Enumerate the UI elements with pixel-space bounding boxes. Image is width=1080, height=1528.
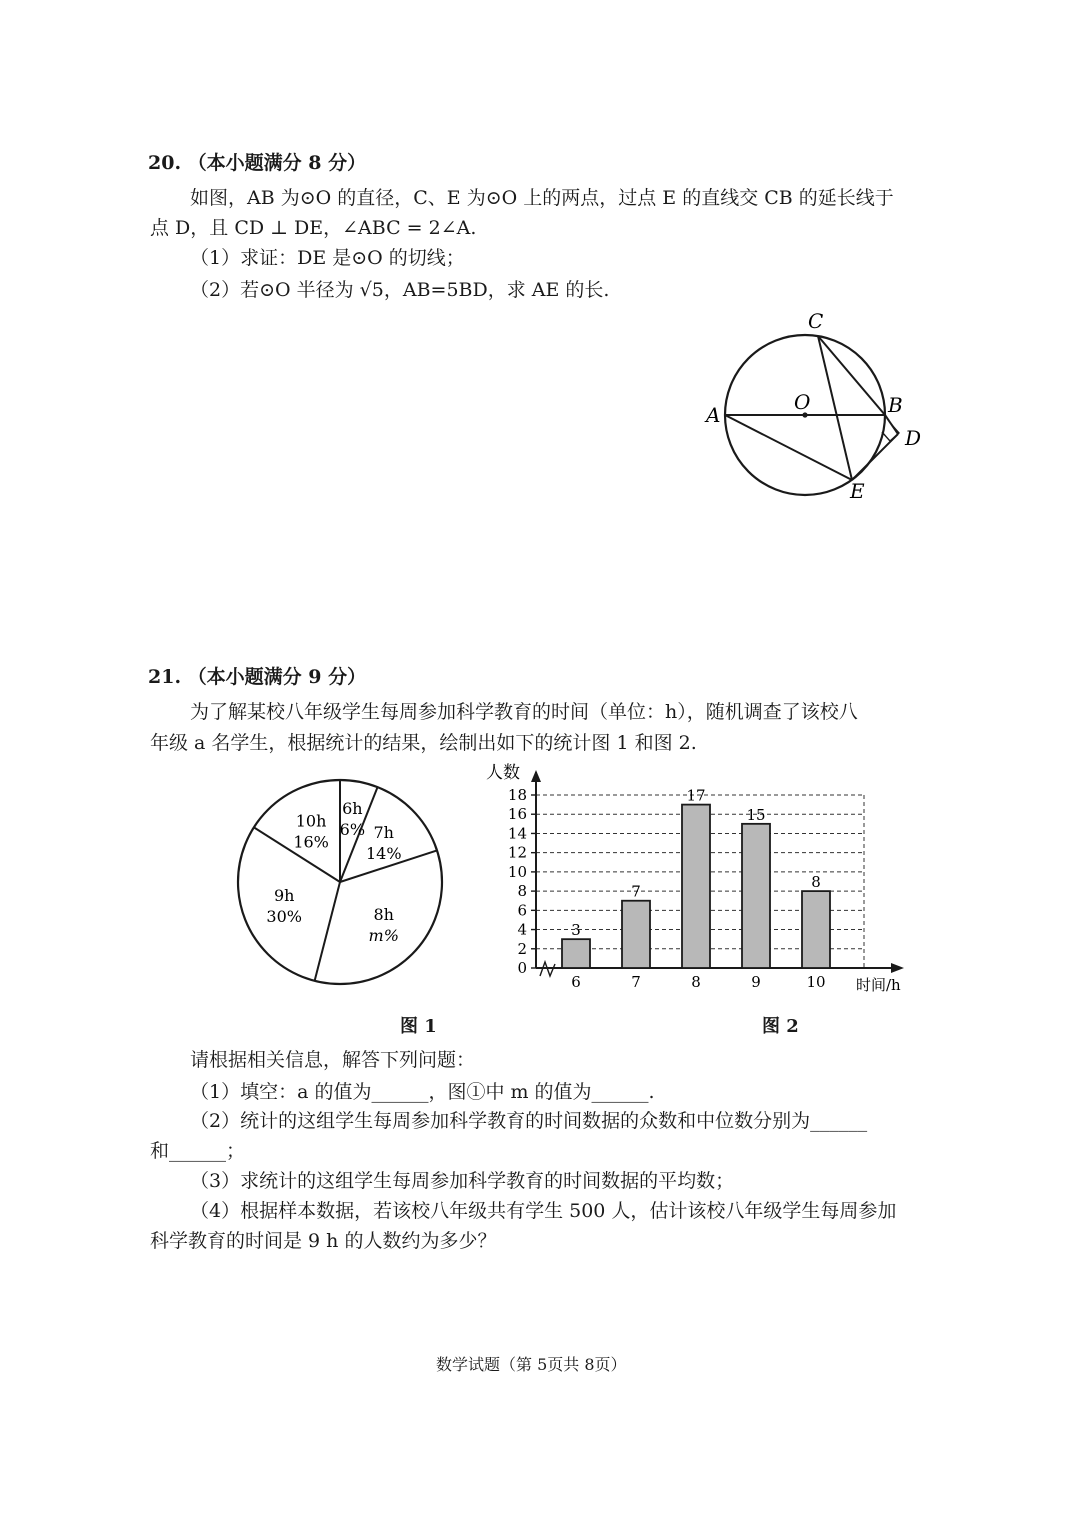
label-c: C xyxy=(808,309,824,333)
q21-part2-line1: （2）统计的这组学生每周参加科学教育的时间数据的众数和中位数分别为______ xyxy=(190,1110,868,1132)
q21-part2-line2: 和______； xyxy=(150,1140,246,1162)
x-tick-label: 9 xyxy=(751,973,761,991)
y-tick-label: 8 xyxy=(517,882,527,901)
y-tick-label: 16 xyxy=(507,805,527,824)
q21-header: 21. （本小题满分 9 分） xyxy=(148,666,367,688)
label-o: O xyxy=(794,390,811,414)
pie-slice-value: m% xyxy=(368,926,399,946)
q21-intro-line1: 为了解某校八年级学生每周参加科学教育的时间（单位：h），随机调查了该校八 xyxy=(190,701,858,723)
q21-part4-line2: 科学教育的时间是 9 h 的人数约为多少？ xyxy=(150,1230,497,1252)
q21-part3: （3）求统计的这组学生每周参加科学教育的时间数据的平均数； xyxy=(190,1170,735,1192)
q21-intro-line2: 年级 a 名学生，根据统计的结果，绘制出如下的统计图 1 和图 2. xyxy=(150,732,697,754)
label-a: A xyxy=(706,403,721,427)
pie-slice-value: 16% xyxy=(293,832,329,852)
bar-value-label: 3 xyxy=(571,921,581,940)
bar-9 xyxy=(742,824,770,968)
x-tick-label: 10 xyxy=(806,973,826,991)
bar-value-label: 7 xyxy=(631,882,641,901)
q21-part4-line1: （4）根据样本数据，若该校八年级共有学生 500 人，估计该校八年级学生每周参加 xyxy=(190,1200,897,1222)
pie-chart xyxy=(230,772,450,992)
pie-slice-label: 7h xyxy=(373,822,394,842)
bar-6 xyxy=(562,939,590,968)
q20-part1: （1）求证：DE 是⊙O 的切线； xyxy=(190,247,465,269)
pie-slice-label: 10h xyxy=(295,811,327,831)
bar-value-label: 8 xyxy=(811,873,821,892)
y-axis-arrow xyxy=(531,770,541,782)
y-tick-label: 14 xyxy=(507,824,527,843)
x-axis-arrow xyxy=(891,963,904,973)
fig2-caption: 图 2 xyxy=(762,1016,799,1037)
y-tick-label: 2 xyxy=(517,939,527,958)
q20-stem-line1: 如图，AB 为⊙O 的直径，C、E 为⊙O 上的两点，过点 E 的直线交 CB 的延长线于 xyxy=(190,187,894,209)
q20-part2: （2）若⊙O 半径为 √5，AB=5BD，求 AE 的长. xyxy=(190,279,610,301)
q21-part1: （1）填空：a 的值为______，图①中 m 的值为______. xyxy=(190,1081,655,1103)
bar-value-label: 17 xyxy=(686,786,706,805)
axis-break-mark xyxy=(540,962,555,976)
bar-7 xyxy=(622,901,650,968)
y-tick-label: 12 xyxy=(507,843,527,862)
pie-slice-value: 6% xyxy=(339,820,366,840)
x-tick-label: 6 xyxy=(571,973,581,991)
segment-ae xyxy=(725,415,852,480)
pie-slice-label: 9h xyxy=(273,886,295,906)
page-footer: 数学试题（第 5页共 8页） xyxy=(436,1355,627,1374)
geometry-figure xyxy=(690,300,950,520)
pie-slice-value: 30% xyxy=(266,907,302,927)
y-tick-label: 10 xyxy=(507,862,527,881)
pie-slice-label: 6h xyxy=(342,799,363,819)
q21-prompt: 请根据相关信息，解答下列问题： xyxy=(190,1049,476,1071)
x-tick-label: 8 xyxy=(691,973,701,991)
y-tick-label: 18 xyxy=(507,786,527,804)
pie-slice-label: 8h xyxy=(373,905,394,925)
segment-ce xyxy=(818,336,852,480)
bar-chart xyxy=(486,760,916,1000)
x-tick-label: 7 xyxy=(631,973,641,991)
label-b: B xyxy=(888,393,903,417)
fig1-caption: 图 1 xyxy=(400,1016,437,1037)
pie-slice-value: 14% xyxy=(365,843,402,863)
x-axis-label: 时间/h xyxy=(856,976,901,994)
label-d: D xyxy=(905,426,922,450)
y-axis-label: 人数 xyxy=(486,763,520,783)
q20-header: 20. （本小题满分 8 分） xyxy=(148,152,367,174)
y-tick-label: 0 xyxy=(517,959,527,977)
y-tick-label: 4 xyxy=(517,920,527,939)
q20-stem-line2: 点 D，且 CD ⊥ DE，∠ABC = 2∠A. xyxy=(150,217,477,239)
label-e: E xyxy=(850,479,865,503)
y-tick-label: 6 xyxy=(517,901,527,920)
bar-8 xyxy=(682,805,710,968)
bar-value-label: 15 xyxy=(746,805,766,824)
bar-10 xyxy=(802,891,830,968)
